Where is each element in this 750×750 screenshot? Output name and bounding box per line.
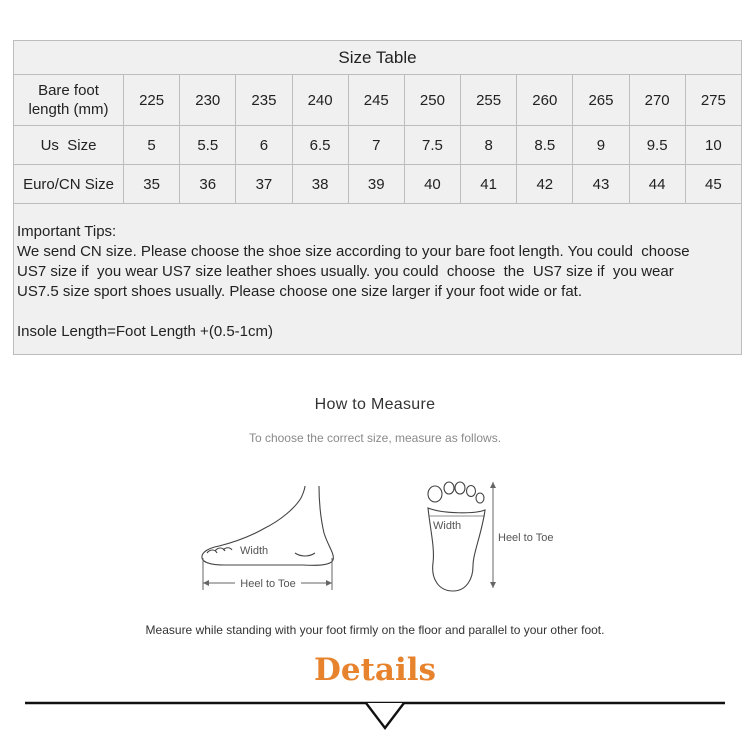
foot-measure-diagram <box>195 478 555 598</box>
table-cell: 255 <box>461 75 517 126</box>
details-heading: Details <box>313 652 437 688</box>
side-heel-to-toe-label: Heel to Toe <box>240 578 296 590</box>
table-cell: 8 <box>461 126 517 165</box>
table-cell: 44 <box>629 165 685 204</box>
table-cell: 270 <box>629 75 685 126</box>
table-cell: 7 <box>348 126 404 165</box>
sole-width-label: Width <box>433 520 462 532</box>
table-cell: 45 <box>685 165 741 204</box>
chevron-down-icon <box>366 703 404 728</box>
tips-row <box>14 204 742 355</box>
table-cell: 36 <box>180 165 236 204</box>
table-cell: 260 <box>517 75 573 126</box>
table-cell: 9.5 <box>629 126 685 165</box>
sole-heel-to-toe-label: Heel to Toe <box>498 532 554 544</box>
euro-cn-size-row <box>14 165 742 204</box>
table-cell: 230 <box>180 75 236 126</box>
table-cell: 40 <box>404 165 460 204</box>
table-cell: 38 <box>292 165 348 204</box>
tips-line: US7.5 size sport shoes usually. Please choose one size larger if your foot wide or fat. <box>17 283 583 300</box>
how-to-measure-subtitle: To choose the correct size, measure as follows. <box>248 431 502 445</box>
table-cell: 245 <box>348 75 404 126</box>
table-cell: 275 <box>685 75 741 126</box>
arrow-left-icon <box>203 580 209 586</box>
table-cell: 42 <box>517 165 573 204</box>
us-size-row <box>14 126 742 165</box>
table-cell: 39 <box>348 165 404 204</box>
tips-line: We send CN size. Please choose the shoe size according to your bare foot length. You could choose <box>17 243 690 260</box>
foot-length-label: Bare foot length (mm) <box>14 75 124 126</box>
us-size-label: Us Size <box>14 126 124 165</box>
how-to-measure-title: How to Measure <box>314 396 436 413</box>
arrow-right-icon <box>326 580 332 586</box>
table-cell: 43 <box>573 165 629 204</box>
table-cell: 10 <box>685 126 741 165</box>
important-tips <box>14 204 742 355</box>
table-cell: 37 <box>236 165 292 204</box>
details-divider <box>0 695 750 735</box>
arrow-up-icon <box>490 482 496 488</box>
table-cell: 265 <box>573 75 629 126</box>
size-table <box>13 40 742 355</box>
table-cell: 250 <box>404 75 460 126</box>
arrow-down-icon <box>490 582 496 588</box>
table-cell: 5.5 <box>180 126 236 165</box>
side-width-label: Width <box>240 545 269 557</box>
table-cell: 35 <box>124 165 180 204</box>
table-cell: 6.5 <box>292 126 348 165</box>
table-cell: 240 <box>292 75 348 126</box>
table-cell: 6 <box>236 126 292 165</box>
insole-length-note: Insole Length=Foot Length +(0.5-1cm) <box>17 323 273 340</box>
table-cell: 5 <box>124 126 180 165</box>
tips-line: US7 size if you wear US7 size leather shoes usually. you could choose the US7 size if you wear <box>17 263 674 280</box>
tips-heading: Important Tips: <box>17 223 117 240</box>
size-table-title: Size Table <box>14 41 742 75</box>
size-table-title-row <box>14 41 742 75</box>
foot-sole-view-icon <box>428 482 485 591</box>
measure-instruction: Measure while standing with your foot firmly on the floor and parallel to your other foot. <box>145 623 605 637</box>
table-cell: 41 <box>461 165 517 204</box>
table-cell: 235 <box>236 75 292 126</box>
table-cell: 7.5 <box>404 126 460 165</box>
table-cell: 9 <box>573 126 629 165</box>
foot-length-row <box>14 75 742 126</box>
table-cell: 225 <box>124 75 180 126</box>
euro-cn-size-label: Euro/CN Size <box>14 165 124 204</box>
table-cell: 8.5 <box>517 126 573 165</box>
